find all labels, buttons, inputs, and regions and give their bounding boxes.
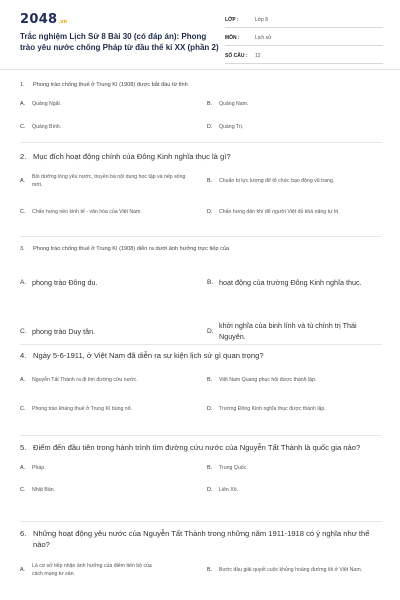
question-stem: Ngày 5-6-1911, ở Việt Nam đã diễn ra sự kiện lịch sử gì quan trọng? [33, 351, 264, 360]
option-letter: C. [20, 327, 27, 335]
option-d[interactable] [207, 399, 382, 419]
option-d[interactable] [207, 483, 382, 497]
option-letter: C. [20, 124, 26, 130]
option-text: phong trào Duy tân. [32, 326, 96, 336]
option-text: Bước đầu giải quyết cuộc khủng hoảng đường lối ở Việt Nam. [219, 566, 363, 573]
question-text [20, 528, 382, 550]
page-title: Trắc nghiệm Lịch Sử 8 Bài 30 (có đáp án): Phong trào yêu nước chống Pháp từ đầu thế kỉ XX (phần 2) [20, 32, 219, 52]
answer-options [20, 459, 382, 503]
option-letter: B. [207, 278, 214, 286]
option-a[interactable] [20, 171, 202, 191]
option-a[interactable] [20, 97, 198, 111]
option-text: Trung Quốc. [219, 464, 248, 471]
question-text [20, 244, 382, 255]
question-stem: Điểm đến đầu tiên trong hành trình tìm đường cứu nước của Nguyễn Tất Thành là quốc gia nào? [33, 443, 361, 452]
option-text: Chuẩn bị lực lượng để tổ chức bạo động vũ trang. [219, 177, 335, 184]
divider [20, 142, 382, 143]
question-6 [20, 528, 382, 590]
option-b[interactable] [207, 171, 382, 191]
answer-options [20, 97, 382, 139]
option-letter: B. [207, 567, 213, 573]
option-a[interactable] [20, 370, 202, 390]
option-a[interactable] [20, 560, 202, 580]
question-number: 6. [20, 529, 27, 538]
option-letter: C. [20, 406, 26, 412]
option-b[interactable] [207, 461, 382, 475]
answer-options [20, 367, 382, 429]
question-4 [20, 350, 382, 429]
option-letter: D. [207, 487, 213, 493]
question-stem: Phong trào chống thuế ở Trung Kì (1908) được bắt đầu từ tỉnh [33, 82, 188, 88]
option-c[interactable] [20, 483, 198, 497]
meta-label: SỐ CÂU : [225, 53, 248, 59]
option-text: phong trào Đông du. [32, 277, 98, 287]
logo-suffix: .vn [58, 19, 68, 25]
option-text: Bồi dưỡng lòng yêu nước, truyền bá nội dung học tập và nếp sống mới. [32, 173, 186, 188]
option-letter: A. [20, 101, 26, 107]
meta-row-subject [225, 31, 383, 46]
option-b[interactable] [207, 266, 382, 298]
option-letter: B. [207, 101, 213, 107]
question-text [20, 442, 382, 453]
option-text: Phong trào kháng thuế ở Trung Kì bùng nổ. [32, 405, 133, 412]
option-text: Quảng Bình. [32, 123, 62, 130]
option-text: hoạt động của trường Đông Kinh nghĩa thục. [219, 277, 362, 287]
question-2 [20, 151, 382, 230]
question-1 [20, 80, 382, 139]
option-a[interactable] [20, 461, 198, 475]
option-text: Nguyễn Tất Thành ra đi tìm đường cứu nước. [32, 376, 138, 383]
question-3 [20, 244, 382, 351]
question-text [20, 80, 382, 91]
option-c[interactable] [20, 202, 202, 222]
meta-label: MÔN : [225, 35, 240, 41]
option-letter: D. [207, 124, 213, 130]
question-number: 5. [20, 443, 27, 452]
option-letter: A. [20, 465, 26, 471]
question-number: 4. [20, 351, 27, 360]
option-b[interactable] [207, 97, 382, 111]
meta-row-class [225, 13, 383, 28]
option-text: Pháp. [32, 464, 46, 471]
option-text: khởi nghĩa của binh lính và tù chính trị Thái Nguyên. [219, 321, 357, 341]
option-letter: A. [20, 178, 26, 184]
option-d[interactable] [207, 202, 382, 222]
divider [20, 344, 382, 345]
question-text [20, 350, 382, 361]
option-letter: A. [20, 377, 26, 383]
question-text [20, 151, 382, 162]
option-text: Quảng Ngãi. [32, 100, 62, 107]
option-d[interactable] [207, 120, 382, 134]
divider [20, 521, 382, 522]
meta-value: Lịch sử [255, 35, 272, 41]
option-c[interactable] [20, 399, 202, 419]
option-letter: C. [20, 487, 26, 493]
option-text: Chấn hưng nền kinh tế - văn hóa của Việt Nam. [32, 208, 142, 215]
option-text: Quảng Trị. [219, 123, 244, 130]
option-text: Liên Xô. [219, 486, 239, 493]
meta-row-count [225, 49, 383, 64]
option-text: Là cơ sở tiếp nhận ảnh hưởng của điểm tiến bộ của cách mạng tư sản. [32, 562, 152, 577]
option-c[interactable] [20, 315, 202, 347]
question-5 [20, 442, 382, 503]
answer-options [20, 556, 382, 590]
question-stem: Mục đích hoạt động chính của Đông Kinh nghĩa thục là gì? [33, 152, 231, 161]
option-letter: D. [207, 406, 213, 412]
option-letter: D. [207, 327, 214, 335]
quiz-meta [225, 13, 383, 67]
page-header [0, 0, 400, 70]
option-text: Quảng Nam. [219, 100, 249, 107]
logo-text: 2048 [20, 12, 58, 27]
option-letter: A. [20, 567, 26, 573]
option-letter: A. [20, 278, 27, 286]
option-c[interactable] [20, 120, 198, 134]
divider [20, 435, 382, 436]
option-b[interactable] [207, 370, 382, 390]
answer-options [20, 261, 382, 351]
option-text: Chấn hưng dân khí để người Việt đủ khả năng tự trị. [219, 208, 340, 215]
meta-label: LỚP : [225, 17, 239, 23]
option-letter: C. [20, 209, 26, 215]
answer-options [20, 168, 382, 230]
meta-value: Lớp 8 [255, 17, 269, 23]
question-stem: Phong trào chống thuế ở Trung Kì (1908) diễn ra dưới ảnh hưởng trực tiếp của [33, 246, 230, 252]
question-number: 3. [20, 246, 25, 252]
question-stem: Những hoạt động yêu nước của Nguyễn Tất Thành trong những năm 1911-1918 có ý nghĩa như thế nào? [33, 529, 370, 549]
question-number: 1. [20, 82, 25, 88]
option-b[interactable] [207, 560, 382, 580]
option-text: Nhật Bản. [32, 486, 56, 493]
option-text: Trường Đông Kinh nghĩa thục được thành lập. [219, 405, 326, 412]
option-d[interactable] [207, 315, 382, 347]
site-logo[interactable] [20, 12, 67, 27]
option-letter: D. [207, 209, 213, 215]
option-a[interactable] [20, 266, 202, 298]
option-letter: B. [207, 377, 213, 383]
option-text: Việt Nam Quang phục hội được thành lập. [219, 376, 317, 383]
meta-value: 12 [255, 53, 261, 59]
option-letter: B. [207, 178, 213, 184]
question-number: 2. [20, 152, 27, 161]
option-letter: B. [207, 465, 213, 471]
divider [20, 236, 382, 237]
